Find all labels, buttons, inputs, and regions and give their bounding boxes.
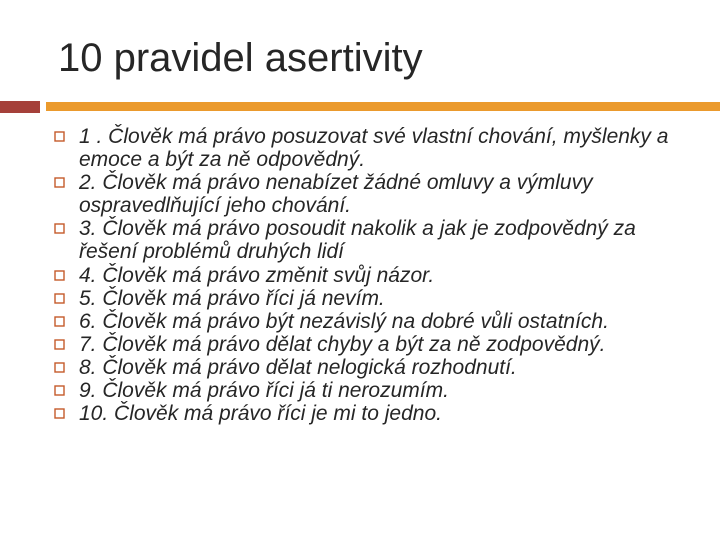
hollow-square-bullet-icon (54, 385, 65, 396)
list-item (52, 379, 682, 402)
hollow-square-bullet-icon (54, 339, 65, 350)
hollow-square-bullet-icon (54, 131, 65, 142)
list-item-text: 1 . Člověk má právo posuzovat své vlastní chování, myšlenky a emoce a být za ně odpovědný. (79, 125, 669, 172)
list-item-text: 2. Člověk má právo nenabízet žádné omluvy a výmluvy ospravedlňující jeho chování. (79, 171, 593, 218)
list-item (52, 171, 682, 217)
hollow-square-bullet-icon (54, 362, 65, 373)
rules-list (52, 125, 682, 425)
list-item-text: 5. Člověk má právo říci já nevím. (79, 286, 385, 310)
list-item-text: 3. Člověk má právo posoudit nakolik a jak je zodpovědný za řešení problémů druhých lidí (79, 217, 636, 264)
list-item-text: 6. Člověk má právo být nezávislý na dobré vůli ostatních. (79, 309, 609, 333)
list-item-text: 9. Člověk má právo říci já ti nerozumím. (79, 379, 449, 403)
list-item-text: 8. Člověk má právo dělat nelogická rozhodnutí. (79, 355, 517, 379)
list-item (52, 310, 682, 333)
hollow-square-bullet-icon (54, 408, 65, 419)
list-item (52, 287, 682, 310)
slide-title: 10 pravidel asertivity (58, 36, 423, 80)
hollow-square-bullet-icon (54, 316, 65, 327)
title-rule (46, 102, 720, 111)
list-item-text: 7. Člověk má právo dělat chyby a být za ně zodpovědný. (79, 332, 606, 356)
hollow-square-bullet-icon (54, 177, 65, 188)
list-item-text: 10. Člověk má právo říci je mi to jedno. (79, 402, 442, 426)
hollow-square-bullet-icon (54, 270, 65, 281)
title-rule-accent (0, 101, 40, 113)
list-item (52, 402, 682, 425)
hollow-square-bullet-icon (54, 293, 65, 304)
list-item-text: 4. Člověk má právo změnit svůj názor. (79, 263, 435, 287)
hollow-square-bullet-icon (54, 223, 65, 234)
list-item (52, 356, 682, 379)
list-item (52, 264, 682, 287)
list-item (52, 217, 682, 263)
list-item (52, 125, 682, 171)
list-item (52, 333, 682, 356)
